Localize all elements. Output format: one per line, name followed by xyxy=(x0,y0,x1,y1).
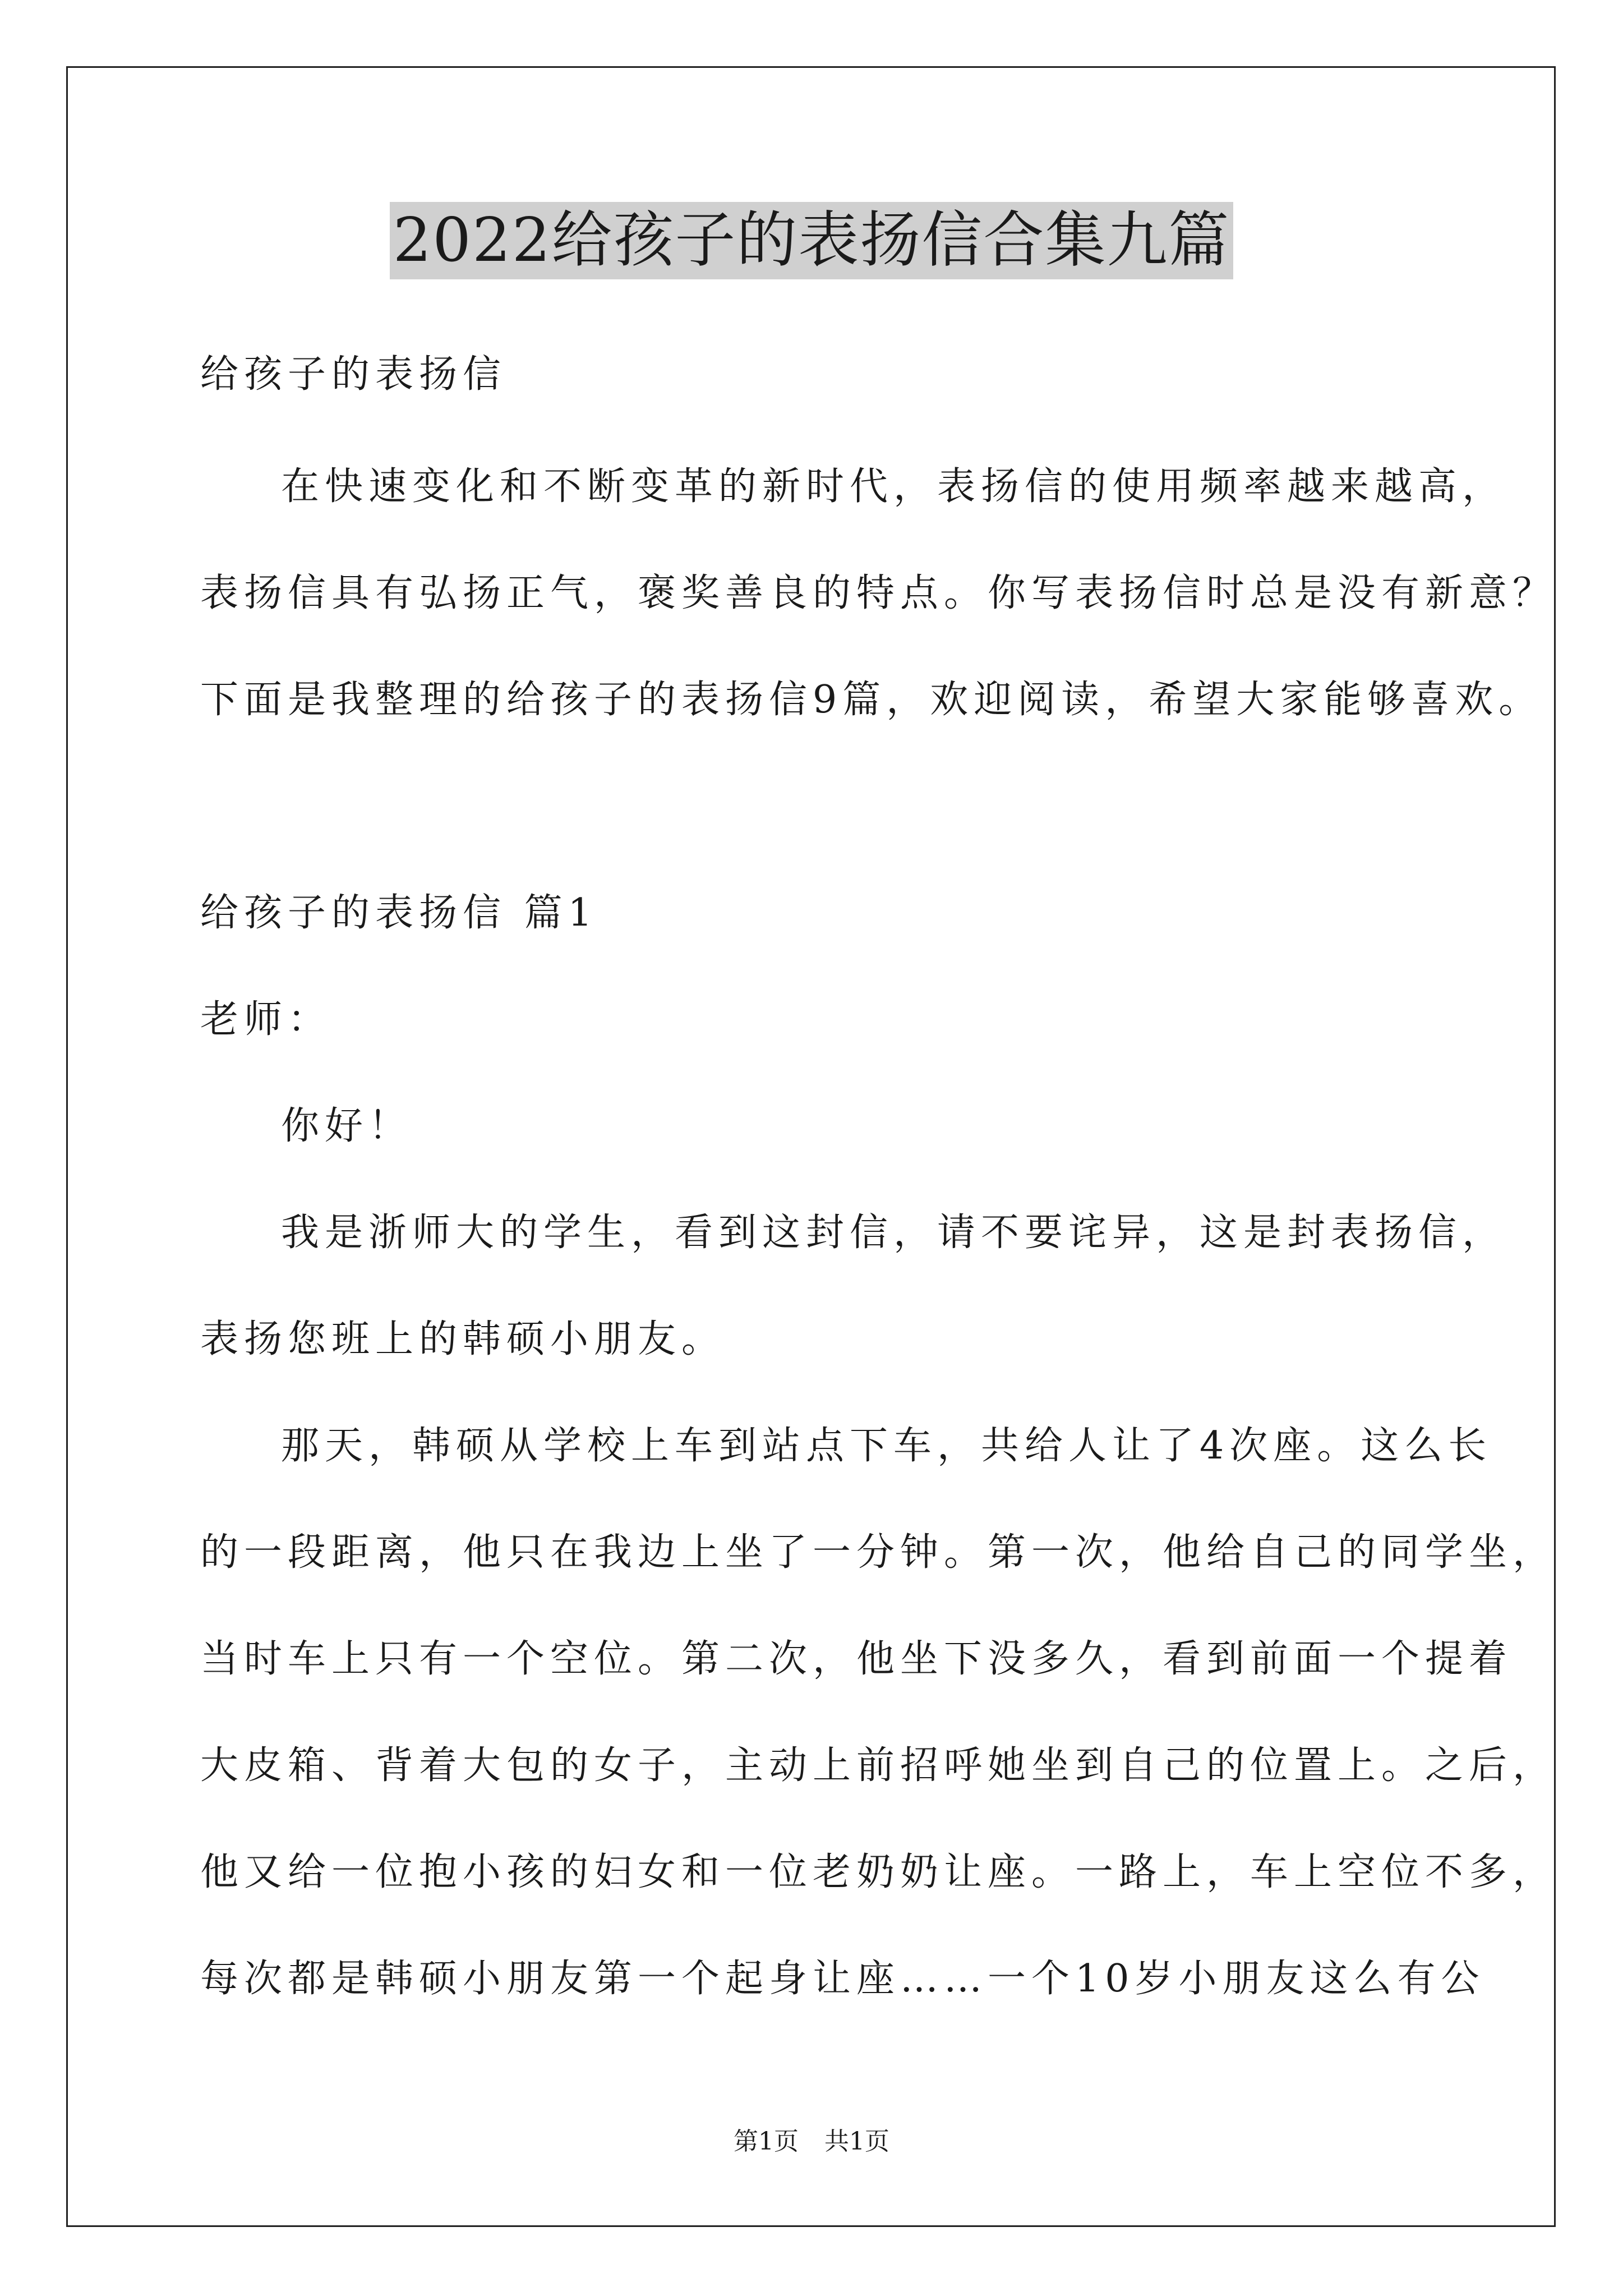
title-wrap xyxy=(0,202,1623,279)
section-heading: 给孩子的表扬信 xyxy=(200,352,507,397)
letter1-para2-line-3: 当时车上只有一个空位。第二次，他坐下没多久，看到前面一个提着 xyxy=(200,1637,1513,1681)
intro-line-1: 在快速变化和不断变革的新时代，表扬信的使用频率越来越高， xyxy=(281,464,1506,509)
letter1-para2-line-6: 每次都是韩硕小朋友第一个起身让座……一个10岁小朋友这么有公 xyxy=(200,1957,1485,2001)
intro-line-3: 下面是我整理的给孩子的表扬信9篇，欢迎阅读，希望大家能够喜欢。 xyxy=(200,678,1543,722)
page-footer xyxy=(0,2127,1623,2156)
letter1-para2-line-4: 大皮箱、背着大包的女子，主动上前招呼她坐到自己的位置上。之后， xyxy=(200,1743,1557,1788)
letter1-greeting: 你好！ xyxy=(281,1104,413,1148)
letter1-para2-line-2: 的一段距离，他只在我边上坐了一分钟。第一次，他给自己的同学坐， xyxy=(200,1530,1557,1575)
letter1-para1-line-2: 表扬您班上的韩硕小朋友。 xyxy=(200,1317,726,1361)
letter1-para2-line-1: 那天，韩硕从学校上车到站点下车，共给人让了4次座。这么长 xyxy=(281,1424,1492,1468)
letter1-salutation: 老师： xyxy=(200,997,332,1042)
page-number: 第1页 xyxy=(734,2127,799,2156)
document-title: 2022给孩子的表扬信合集九篇 xyxy=(390,202,1234,279)
letter1-para1-line-1: 我是浙师大的学生，看到这封信，请不要诧异，这是封表扬信， xyxy=(281,1211,1506,1255)
letter1-para2-line-5: 他又给一位抱小孩的妇女和一位老奶奶让座。一路上，车上空位不多， xyxy=(200,1850,1557,1894)
letter1-heading: 给孩子的表扬信 篇1 xyxy=(200,891,598,935)
intro-line-2: 表扬信具有弘扬正气，褒奖善良的特点。你写表扬信时总是没有新意？ xyxy=(200,571,1557,615)
page-total: 共1页 xyxy=(824,2127,889,2156)
